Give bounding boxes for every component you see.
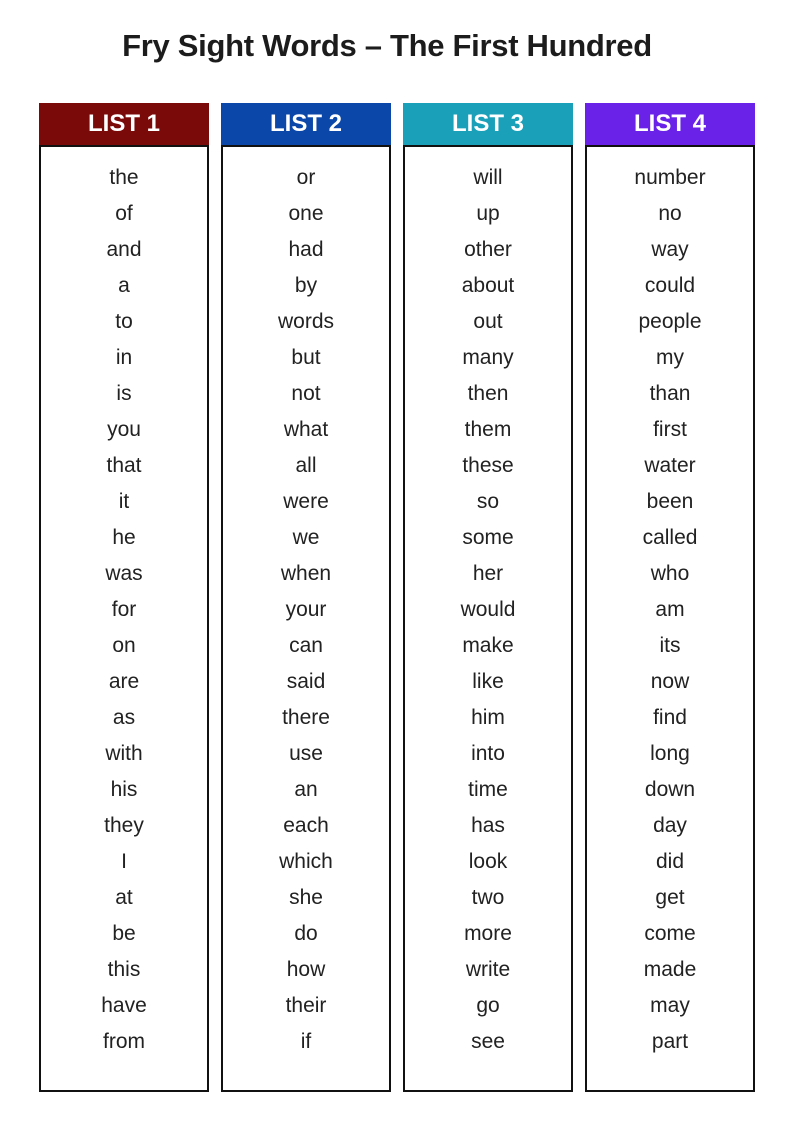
list-item: an [294,778,318,801]
list-item: other [464,238,512,261]
list-item: then [467,382,509,405]
word-list [223,147,389,1060]
list-item: up [476,202,500,225]
list-item: no [658,202,682,225]
list-item: this [107,958,141,981]
list-item: that [106,454,142,477]
list-item: to [115,310,133,333]
list-item: number [634,166,706,189]
list-column-3 [403,103,573,1092]
list-item: were [283,490,329,513]
list-item: in [115,346,133,369]
word-list [405,147,571,1060]
list-item: may [650,994,690,1017]
list-item: use [289,742,323,765]
list-item: get [655,886,685,909]
list-item: they [104,814,144,837]
list-item: said [286,670,326,693]
list-item: was [105,562,143,585]
list-item: some [462,526,514,549]
list-item: part [651,1030,689,1053]
list-item: like [472,670,504,693]
list-item: go [476,994,500,1017]
list-item: one [288,202,324,225]
list-item: your [285,598,327,621]
list-header-3: LIST 3 [403,103,573,147]
list-item: their [285,994,327,1017]
list-item: did [655,850,685,873]
list-item: all [295,454,317,477]
list-item: them [464,418,512,441]
list-item: been [646,490,694,513]
list-item: two [471,886,505,909]
list-item: into [471,742,505,765]
list-item: the [109,166,139,189]
list-item: of [115,202,133,225]
list-item: at [115,886,133,909]
list-item: down [644,778,696,801]
list-item: if [300,1030,312,1053]
list-item: would [460,598,516,621]
list-column-4 [585,103,755,1092]
list-item: I [121,850,127,873]
list-item: he [112,526,136,549]
list-item: or [296,166,316,189]
list-item: am [655,598,685,621]
list-item: not [291,382,321,405]
list-item: now [650,670,690,693]
list-item: she [289,886,323,909]
list-item: water [644,454,696,477]
list-item: has [471,814,505,837]
list-item: called [642,526,698,549]
list-item: what [283,418,329,441]
list-item: more [464,922,512,945]
list-item: as [112,706,136,729]
list-item: make [462,634,514,657]
list-item: words [277,310,335,333]
list-item: which [279,850,333,873]
list-item: first [653,418,687,441]
list-item: we [292,526,320,549]
list-item: had [288,238,324,261]
list-item: look [468,850,508,873]
list-item: made [643,958,697,981]
list-item: my [656,346,684,369]
list-item: do [294,922,318,945]
list-item: you [107,418,141,441]
list-item: can [289,634,323,657]
list-item: than [649,382,691,405]
word-list [587,147,753,1060]
list-header-2: LIST 2 [221,103,391,147]
list-item: and [106,238,142,261]
list-item: who [650,562,690,585]
list-item: about [461,274,515,297]
list-item: see [471,1030,505,1053]
list-item: have [101,994,147,1017]
list-header-4: LIST 4 [585,103,755,147]
list-item: when [280,562,332,585]
list-item: out [473,310,503,333]
list-item: how [286,958,326,981]
list-item: there [282,706,330,729]
list-item: each [283,814,329,837]
list-item: time [468,778,508,801]
list-item: many [462,346,514,369]
page-title: Fry Sight Words – The First Hundred [122,28,652,63]
list-item: long [650,742,690,765]
list-item: with [105,742,143,765]
list-item: for [111,598,137,621]
list-item: come [644,922,696,945]
list-column-2 [221,103,391,1092]
list-header-1: LIST 1 [39,103,209,147]
list-item: be [112,922,136,945]
list-item: could [644,274,696,297]
list-item: him [471,706,505,729]
list-item: will [473,166,503,189]
list-item: these [462,454,514,477]
list-item: so [476,490,500,513]
list-item: from [103,1030,145,1053]
list-item: its [659,634,681,657]
list-item: is [116,382,132,405]
word-list [41,147,207,1060]
list-item: by [294,274,318,297]
list-item: but [291,346,321,369]
list-item: a [118,274,130,297]
list-item: it [118,490,130,513]
list-item: way [651,238,689,261]
list-item: find [653,706,687,729]
list-item: on [112,634,136,657]
list-item: people [638,310,702,333]
list-item: are [108,670,140,693]
list-item: his [110,778,138,801]
list-item: day [653,814,687,837]
list-item: her [472,562,504,585]
list-item: write [465,958,511,981]
list-column-1 [39,103,209,1092]
